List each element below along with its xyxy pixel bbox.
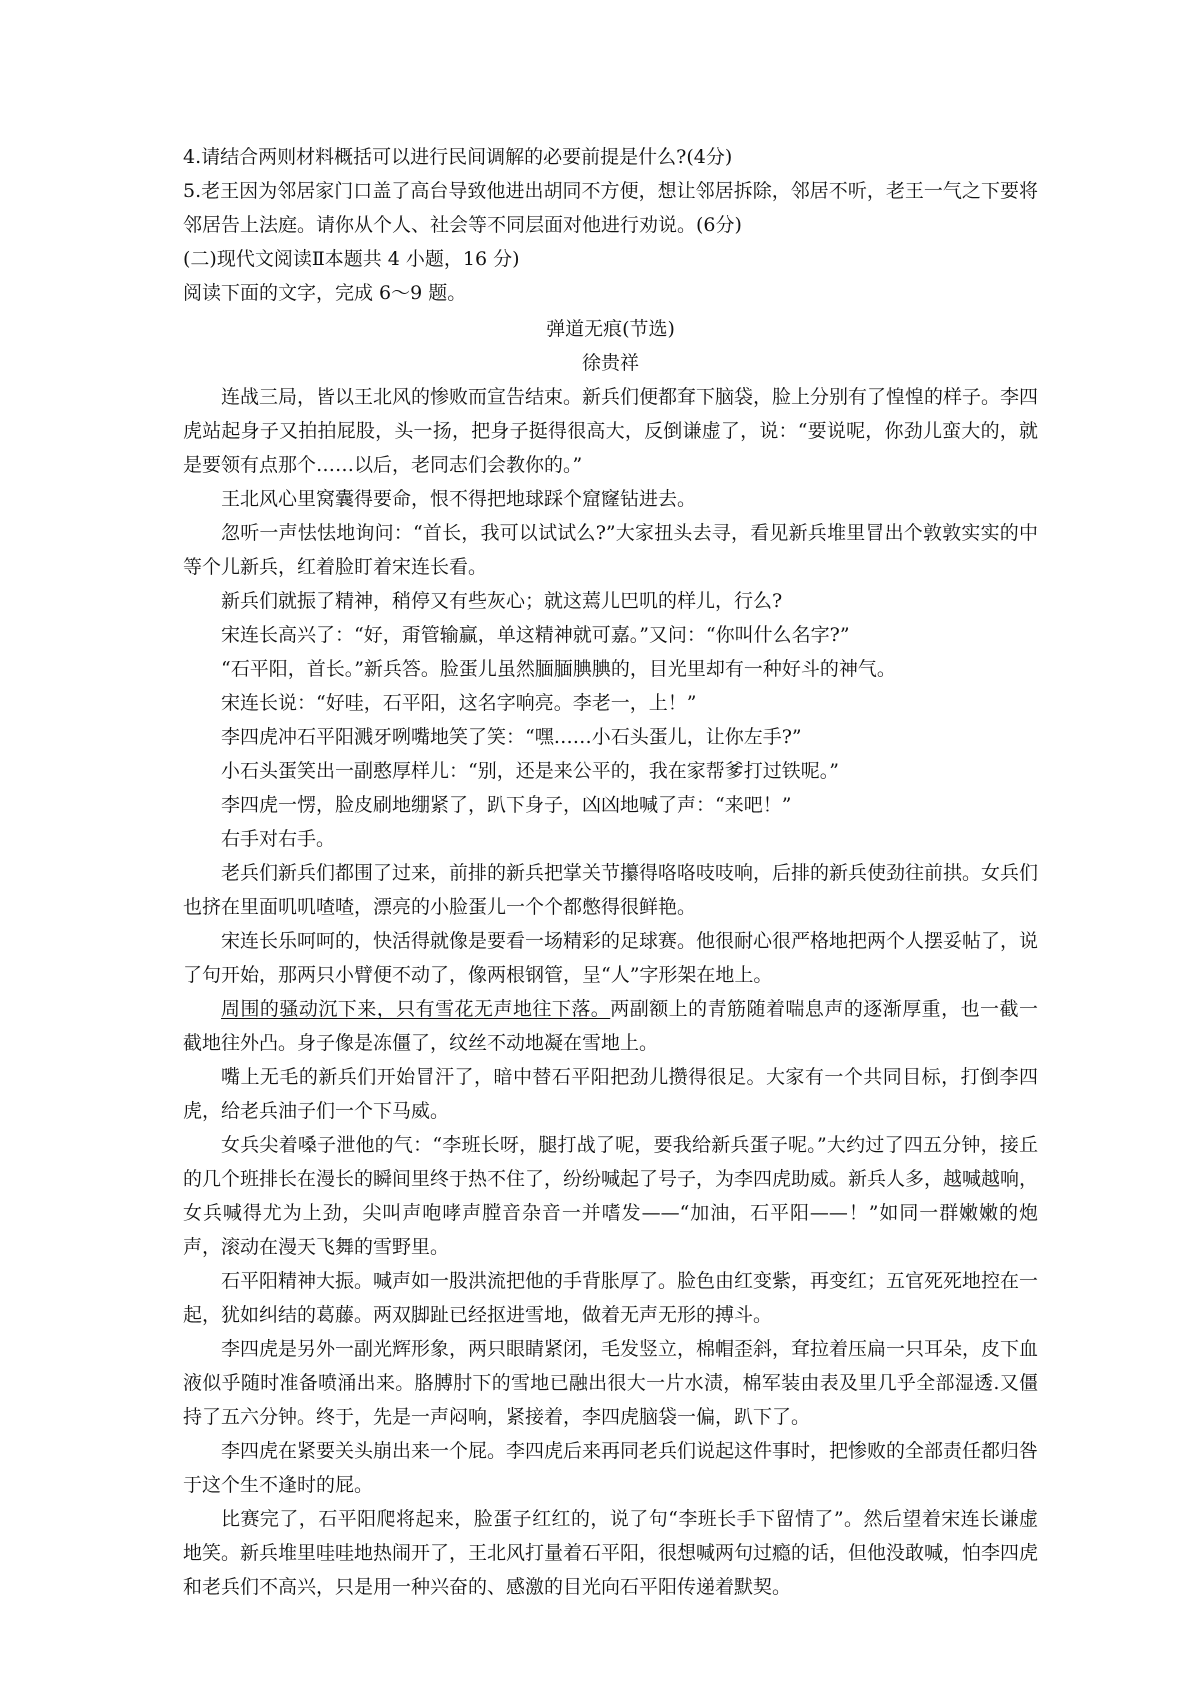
paragraph-5: 宋连长高兴了：“好，甭管输赢，单这精神就可嘉。”又问：“你叫什么名字?” (221, 624, 850, 646)
paragraph-19: 李四虎在紧要关头崩出来一个屁。李四虎后来再同老兵们说起这件事时，把惨败的全部责任都归咎于这个生不逢时的屁。 (183, 1440, 1039, 1496)
paragraph-3: 忽听一声怯怯地询问：“首长，我可以试试么?”大家扭头去寻，看见新兵堆里冒出个敦敦实实的中等个儿新兵，红着脸盯着宋连长看。 (183, 522, 1038, 578)
paragraph-13: 宋连长乐呵呵的，快活得就像是要看一场精彩的足球赛。他很耐心很严格地把两个人摆妥帖了，说了句开始，那两只小臂便不动了，像两根钢管，呈“人”字形架在地上。 (183, 930, 1039, 986)
paragraph-16: 女兵尖着嗓子泄他的气：“李班长呀，腿打战了呢，要我给新兵蛋子呢。”大约过了四五分钟，接丘的几个班排长在漫长的瞬间里终于热不住了，纷纷喊起了号子，为李四虎助威。新兵人多，越喊越响，女兵喊得尤为上劲，尖叫声咆哮声膛音杂音一并嗜发——“加油，石平阳——！”如同一群嫩嫩的炮声，滚动在漫天飞舞的雪野里。 (183, 1134, 1039, 1258)
section-heading: (二)现代文阅读Ⅱ本题共 4 小题，16 分) (183, 248, 520, 270)
paragraph-8: 李四虎冲石平阳溅牙咧嘴地笑了笑：“嘿……小石头蛋儿，让你左手?” (221, 726, 802, 748)
paragraph-10: 李四虎一愣，脸皮刷地绷紧了，趴下身子，凶凶地喊了声：“来吧！” (221, 794, 792, 816)
paragraph-12: 老兵们新兵们都围了过来，前排的新兵把掌关节攥得咯咯吱吱响，后排的新兵使劲往前拱。女兵们也挤在里面叽叽喳喳，漂亮的小脸蛋儿一个个都憋得很鲜艳。 (183, 862, 1039, 918)
question-5: 5.老王因为邻居家门口盖了高台导致他进出胡同不方便，想让邻居拆除，邻居不听，老王一气之下要将邻居告上法庭。请你从个人、社会等不同层面对他进行劝说。(6分) (183, 180, 1038, 236)
question-4: 4.请结合两则材料概括可以进行民间调解的必要前提是什么?(4分) (183, 146, 733, 168)
paragraph-9: 小石头蛋笑出一副憨厚样儿：“别，还是来公平的，我在家帮爹打过铁呢。” (221, 760, 839, 782)
paragraph-2: 王北风心里窝囊得要命，恨不得把地球踩个窟窿钻进去。 (221, 488, 697, 510)
article-author: 徐贵祥 (581, 352, 639, 374)
paragraph-15: 嘴上无毛的新兵们开始冒汗了，暗中替石平阳把劲儿攒得很足。大家有一个共同目标，打倒李四虎，给老兵油子们一个下马威。 (183, 1066, 1038, 1122)
paragraph-7: 宋连长说：“好哇，石平阳，这名字响亮。李老一，上！” (221, 692, 697, 714)
paragraph-14-rest: 两副额上的青筋随着喘息声的逐渐厚重，也一截一截地往外凸。身子像是冻僵了，纹丝不动地凝在雪地上。 (183, 998, 1038, 1054)
paragraph-4: 新兵们就振了精神，稍停又有些灰心；就这蔫儿巴叽的样儿，行么? (221, 590, 783, 612)
paragraph-1: 连战三局，皆以王北风的惨败而宣告结束。新兵们便都耷下脑袋，脸上分别有了惶惶的样子。李四虎站起身子又拍拍屁股，头一扬，把身子挺得很高大，反倒谦虚了，说：“要说呢，你劲儿蛮大的，就是要领有点那个……以后，老同志们会教你的。” (183, 386, 1039, 476)
article-title: 弹道无痕(节选) (546, 318, 675, 340)
paragraph-17: 石平阳精神大振。喊声如一股洪流把他的手背胀厚了。脸色由红变紫，再变红；五官死死地控在一起，犹如纠结的葛藤。两双脚趾已经抠进雪地，做着无声无形的搏斗。 (183, 1270, 1039, 1326)
paragraph-6: “石平阳，首长。”新兵答。脸蛋儿虽然腼腼腆腆的，目光里却有一种好斗的神气。 (221, 658, 896, 680)
underlined-sentence: 周围的骚动沉下来，只有雪花无声地往下落。 (221, 998, 611, 1020)
reading-instruction: 阅读下面的文字，完成 6～9 题。 (183, 282, 467, 304)
paragraph-14 (183, 992, 1038, 1060)
paragraph-20: 比赛完了，石平阳爬将起来，脸蛋子红红的，说了句“李班长手下留情了”。然后望着宋连长谦虚地笑。新兵堆里哇哇地热闹开了，王北风打量着石平阳，很想喊两句过瘾的话，但他没敢喊，怕李四虎和老兵们不高兴，只是用一种兴奋的、感激的目光向石平阳传递着默契。 (183, 1508, 1039, 1598)
paragraph-18: 李四虎是另外一副光辉形象，两只眼睛紧闭，毛发竖立，棉帽歪斜，耷拉着压扁一只耳朵，皮下血液似乎随时准备喷涌出来。胳膊肘下的雪地已融出很大一片水渍，棉军装由表及里几乎全部湿透.又僵持了五六分钟。终于，先是一声闷响，紧接着，李四虎脑袋一偏，趴下了。 (183, 1338, 1039, 1428)
document-page (183, 140, 1038, 1604)
paragraph-11: 右手对右手。 (221, 828, 336, 850)
